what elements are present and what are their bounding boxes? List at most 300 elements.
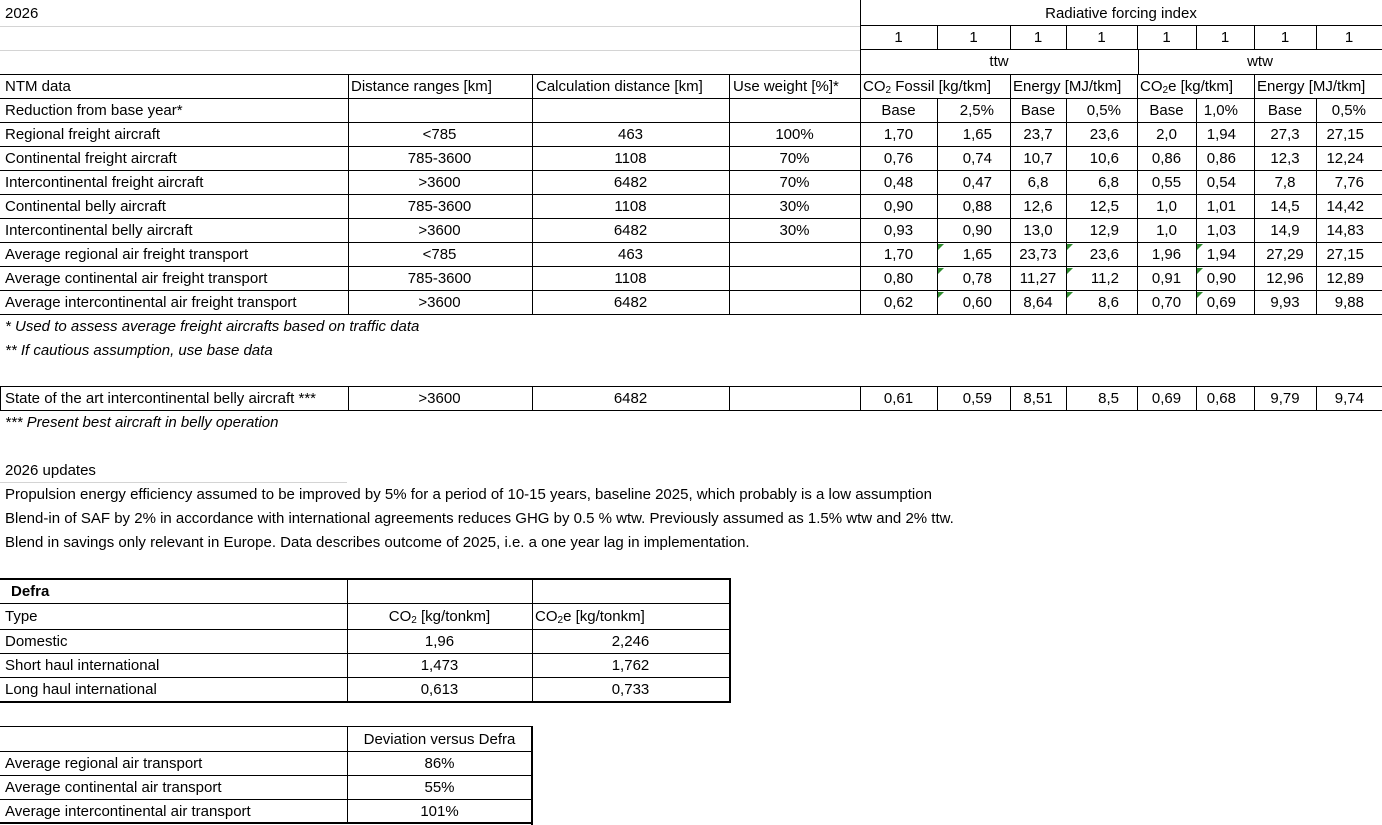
row-value: 1,70 (883, 126, 914, 143)
gridline (1316, 122, 1317, 146)
gridline (729, 266, 730, 290)
ttw-label: ttw (989, 53, 1009, 70)
gridline (1066, 146, 1067, 170)
row-name: Average regional air freight transport (5, 246, 249, 263)
gridline (1010, 170, 1011, 194)
gridline (532, 122, 533, 146)
gridline (937, 386, 938, 410)
row-value: 1,0 (1156, 222, 1177, 239)
gridline (1254, 74, 1255, 98)
formula-marker (1197, 268, 1203, 274)
header-use: Use weight [%]* (733, 78, 839, 95)
gridline (1316, 266, 1317, 290)
gridline (1254, 218, 1255, 242)
rfi-title: Radiative forcing index (1045, 5, 1197, 22)
row-value: 6,8 (1027, 174, 1049, 191)
gridline (347, 578, 348, 701)
row-value: 9,93 (1270, 294, 1300, 311)
header-energy-wtw: Energy [MJ/tkm] (1257, 78, 1366, 95)
gridline (860, 290, 861, 314)
gridline (937, 218, 938, 242)
gridline (532, 290, 533, 314)
header-calc: Calculation distance [km] (536, 78, 703, 95)
gridline (1137, 170, 1138, 194)
gridline (1066, 194, 1067, 218)
row-value: 12,96 (1266, 270, 1304, 287)
gridline (1254, 98, 1255, 122)
row-value: 27,15 (1326, 126, 1364, 143)
gridline (531, 726, 533, 825)
gridline (1196, 98, 1197, 122)
defra-row-co2e: 0,733 (611, 681, 650, 698)
defra-row-name: Long haul international (5, 681, 157, 698)
gridline (0, 194, 1382, 195)
header-energy-ttw: Energy [MJ/tkm] (1013, 78, 1122, 95)
defra-title: Defra (11, 583, 50, 600)
defra-row-name: Short haul international (5, 657, 160, 674)
row-use-weight (729, 99, 860, 123)
gridline (860, 386, 861, 410)
formula-marker (938, 268, 944, 274)
header-distance: Distance ranges [km] (351, 78, 492, 95)
gridline (860, 266, 861, 290)
row-value: 1,94 (1206, 126, 1236, 143)
deviation-header: Deviation versus Defra (363, 731, 516, 748)
defra-row-co2: 1,473 (420, 657, 459, 674)
row-name: Average intercontinental air freight transport (5, 294, 297, 311)
gridline (860, 25, 1382, 26)
gridline (532, 242, 533, 266)
gridline (860, 98, 861, 122)
gridline (729, 386, 730, 410)
row-value: 7,8 (1274, 174, 1296, 191)
gridline (348, 170, 349, 194)
gridline (729, 290, 730, 314)
gridline (860, 146, 861, 170)
sota-value: 8,51 (1023, 390, 1053, 407)
gridline (0, 266, 1382, 267)
rfi-value: 1 (1162, 29, 1171, 46)
row-calc-distance: 6482 (613, 174, 648, 191)
gridline (1137, 386, 1138, 410)
row-name: Regional freight aircraft (5, 126, 161, 143)
gridline (348, 218, 349, 242)
sota-distance: >3600 (418, 390, 461, 407)
updates-line-1: Propulsion energy efficiency assumed to be improved by 5% for a period of 10-15 years, baseline 2025, which probably is a low assumption (5, 486, 932, 503)
sota-value: 0,69 (1151, 390, 1182, 407)
gridline (1196, 122, 1197, 146)
row-calc-distance: 6482 (613, 294, 648, 311)
note-3: *** Present best aircraft in belly operation (5, 414, 279, 431)
gridline (1010, 218, 1011, 242)
gridline (937, 25, 938, 49)
gridline (860, 49, 1382, 50)
gridline (937, 98, 938, 122)
gridline (0, 726, 531, 727)
rfi-value: 1 (1344, 29, 1354, 46)
gridline (1137, 25, 1138, 49)
gridline (0, 410, 1382, 411)
row-use-weight: 70% (779, 174, 810, 191)
gridline (1316, 98, 1317, 122)
row-value: 0,80 (883, 270, 914, 287)
row-name: Average continental air freight transport (5, 270, 268, 287)
row-value: 1,03 (1206, 222, 1236, 239)
gridline (0, 578, 729, 580)
rfi-value: 1 (1280, 29, 1290, 46)
note-2: ** If cautious assumption, use base data (5, 342, 273, 359)
row-use-weight: 30% (779, 222, 810, 239)
gridline (348, 122, 349, 146)
gridline (0, 146, 1382, 147)
row-value: 8,64 (1023, 294, 1053, 311)
header-co2e: $CO_2e$ [kg/tkm] (1140, 78, 1234, 96)
row-distance: 785-3600 (407, 270, 472, 287)
row-name: Intercontinental freight aircraft (5, 174, 204, 191)
row-calc-distance: 1108 (614, 150, 647, 167)
row-use-weight: 70% (779, 150, 810, 167)
gridline (1254, 146, 1255, 170)
gridline (1316, 290, 1317, 314)
row-value: 0,90 (883, 198, 914, 215)
defra-row-co2: 0,613 (420, 681, 459, 698)
row-value: 10,6 (1089, 150, 1119, 167)
sota-value: 0,59 (962, 390, 992, 407)
gridline (0, 799, 531, 800)
gridline (1137, 242, 1138, 266)
row-value: 1,0 (1156, 198, 1177, 215)
gridline (937, 194, 938, 218)
gridline (1254, 386, 1255, 410)
gridline (1196, 290, 1197, 314)
rfi-value: 1 (969, 29, 978, 46)
gridline (1066, 25, 1067, 49)
formula-marker (938, 292, 944, 298)
gridline (0, 314, 1382, 315)
row-value: 0,54 (1206, 174, 1236, 191)
gridline (0, 629, 729, 630)
gridline (348, 266, 349, 290)
gridline (729, 98, 730, 122)
gridline (1316, 146, 1317, 170)
row-distance: 785-3600 (407, 150, 472, 167)
gridline (860, 122, 861, 146)
row-value: 12,5 (1089, 198, 1119, 215)
gridline (729, 122, 730, 146)
gridline (1066, 170, 1067, 194)
row-calc-distance: 6482 (613, 222, 648, 239)
gridline (0, 290, 1382, 291)
gridline (1010, 386, 1011, 410)
row-distance: <785 (422, 126, 457, 143)
row-value: Base (1149, 102, 1184, 119)
row-value: 0,47 (962, 174, 992, 191)
gridline (0, 50, 860, 51)
gridline (1316, 25, 1317, 49)
formula-marker (1067, 244, 1073, 250)
defra-type-header: Type (5, 608, 38, 625)
gridline (1137, 218, 1138, 242)
gridline (0, 122, 1382, 123)
formula-marker (1197, 292, 1203, 298)
gridline (1254, 194, 1255, 218)
gridline (532, 266, 533, 290)
sota-value: 8,5 (1098, 390, 1119, 407)
row-value: 8,6 (1098, 294, 1119, 311)
gridline (860, 170, 861, 194)
row-calc-distance (532, 99, 729, 123)
row-value: 0,90 (962, 222, 992, 239)
row-value: 12,3 (1270, 150, 1300, 167)
gridline (0, 386, 1382, 387)
row-value: 2,5% (959, 102, 994, 119)
gridline (0, 218, 1382, 219)
row-value: 0,5% (1086, 102, 1121, 119)
gridline (1254, 290, 1255, 314)
row-value: 14,83 (1326, 222, 1364, 239)
sota-name: State of the art intercontinental belly aircraft *** (5, 390, 317, 407)
gridline (1316, 386, 1317, 410)
row-use-weight: 30% (779, 198, 810, 215)
defra-co2-header: $CO_2$ [kg/tonkm] (388, 608, 491, 626)
gridline (860, 218, 861, 242)
row-distance: >3600 (418, 294, 461, 311)
gridline (1066, 290, 1067, 314)
gridline (0, 386, 1, 410)
gridline (1137, 122, 1138, 146)
gridline (1066, 98, 1067, 122)
formula-marker (1067, 268, 1073, 274)
gridline (729, 146, 730, 170)
row-use-weight (729, 267, 860, 291)
gridline (0, 603, 729, 604)
row-name: Intercontinental belly aircraft (5, 222, 193, 239)
row-value: 10,7 (1023, 150, 1053, 167)
row-value: 1,01 (1206, 198, 1236, 215)
row-calc-distance: 1108 (614, 270, 647, 287)
rfi-value: 1 (1220, 29, 1230, 46)
row-value: 11,27 (1019, 270, 1057, 287)
row-value: 14,42 (1326, 198, 1364, 215)
gridline (729, 242, 730, 266)
gridline (937, 266, 938, 290)
gridline (860, 242, 861, 266)
updates-line-3: Blend in savings only relevant in Europe. Data describes outcome of 2025, i.e. a one year lag in implementation. (5, 534, 750, 551)
gridline (348, 386, 349, 410)
row-use-weight (729, 243, 860, 267)
note-1: * Used to assess average freight aircrafts based on traffic data (5, 318, 420, 335)
row-value: 1,96 (1151, 246, 1182, 263)
gridline (1137, 74, 1138, 98)
gridline (729, 578, 731, 703)
gridline (348, 242, 349, 266)
defra-row-name: Domestic (5, 633, 68, 650)
row-value: Base (1020, 102, 1056, 119)
gridline (1137, 98, 1138, 122)
row-distance: 785-3600 (407, 198, 472, 215)
gridline (860, 74, 861, 98)
gridline (729, 170, 730, 194)
row-value: 0,48 (883, 174, 914, 191)
gridline (532, 74, 533, 98)
gridline (0, 653, 729, 654)
gridline (1066, 266, 1067, 290)
row-value: 0,78 (962, 270, 992, 287)
row-value: 13,0 (1023, 222, 1053, 239)
row-distance: >3600 (418, 222, 461, 239)
row-value: 1,65 (962, 126, 992, 143)
gridline (1010, 194, 1011, 218)
row-value: 0,69 (1206, 294, 1236, 311)
row-value: 1,94 (1206, 246, 1236, 263)
gridline (1196, 170, 1197, 194)
gridline (0, 701, 729, 703)
row-value: Base (1267, 102, 1303, 119)
defra-row-co2e: 1,762 (611, 657, 650, 674)
gridline (937, 170, 938, 194)
gridline (0, 822, 531, 824)
defra-row-co2e: 2,246 (611, 633, 650, 650)
defra-co2e-header: $CO_2e$ [kg/tonkm] (535, 608, 645, 626)
rfi-value: 1 (894, 29, 903, 46)
row-value: 0,86 (1206, 150, 1236, 167)
gridline (1066, 242, 1067, 266)
gridline (348, 194, 349, 218)
gridline (729, 194, 730, 218)
row-value: 27,3 (1270, 126, 1300, 143)
year-title: 2026 (5, 5, 39, 22)
row-value: 9,88 (1334, 294, 1364, 311)
row-value: 1,0% (1203, 102, 1238, 119)
gridline (1010, 122, 1011, 146)
updates-line-2: Blend-in of SAF by 2% in accordance with international agreements reduces GHG by 0.5 % wtw. Previously assumed as 1.5% wtw and 2% ttw. (5, 510, 954, 527)
sota-value: 0,68 (1206, 390, 1236, 407)
gridline (1254, 170, 1255, 194)
row-value: 23,7 (1023, 126, 1053, 143)
sota-calc-distance: 6482 (613, 390, 648, 407)
gridline (348, 74, 349, 98)
row-value: 0,60 (962, 294, 992, 311)
gridline (1196, 242, 1197, 266)
gridline (1066, 122, 1067, 146)
row-value: 6,8 (1098, 174, 1119, 191)
gridline (1196, 194, 1197, 218)
gridline (729, 218, 730, 242)
gridline (348, 98, 349, 122)
row-name: Reduction from base year* (5, 102, 183, 119)
row-distance: <785 (422, 246, 457, 263)
row-value: 0,86 (1151, 150, 1182, 167)
gridline (348, 146, 349, 170)
sota-value: 9,79 (1270, 390, 1300, 407)
sota-use-weight (729, 387, 860, 411)
formula-marker (938, 244, 944, 250)
row-value: 23,6 (1089, 126, 1119, 143)
gridline (1254, 25, 1255, 49)
gridline (1010, 146, 1011, 170)
row-name: Continental freight aircraft (5, 150, 177, 167)
gridline (532, 170, 533, 194)
gridline (532, 146, 533, 170)
gridline (0, 775, 531, 776)
gridline (729, 74, 730, 98)
sota-value: 0,61 (883, 390, 914, 407)
row-value: 0,5% (1331, 102, 1366, 119)
gridline (1138, 49, 1139, 74)
gridline (937, 146, 938, 170)
gridline (532, 386, 533, 410)
row-value: 0,76 (883, 150, 914, 167)
row-use-weight: 100% (775, 126, 814, 143)
gridline (1010, 25, 1011, 49)
gridline (1254, 242, 1255, 266)
gridline (1010, 266, 1011, 290)
gridline (0, 74, 1382, 75)
gridline (1196, 266, 1197, 290)
gridline (1316, 242, 1317, 266)
gridline (937, 290, 938, 314)
wtw-label: wtw (1247, 53, 1273, 70)
row-distance (347, 99, 532, 123)
gridline (1196, 218, 1197, 242)
row-calc-distance: 463 (617, 246, 644, 263)
rfi-value: 1 (1033, 29, 1043, 46)
gridline (1010, 242, 1011, 266)
gridline (1196, 146, 1197, 170)
gridline (1010, 98, 1011, 122)
row-calc-distance: 463 (617, 126, 644, 143)
deviation-row-value: 55% (424, 779, 455, 796)
row-value: 14,9 (1270, 222, 1300, 239)
gridline (0, 26, 860, 27)
row-value: 0,88 (962, 198, 992, 215)
deviation-row-name: Average intercontinental air transport (5, 803, 251, 820)
gridline (1316, 218, 1317, 242)
row-value: 0,90 (1206, 270, 1236, 287)
gridline (532, 218, 533, 242)
gridline (348, 290, 349, 314)
row-value: 12,6 (1023, 198, 1053, 215)
row-value: 1,70 (883, 246, 914, 263)
row-value: 2,0 (1156, 126, 1177, 143)
header-ntm: NTM data (5, 78, 71, 95)
row-value: 23,6 (1089, 246, 1119, 263)
gridline (532, 578, 533, 701)
gridline (0, 482, 347, 483)
row-value: 0,74 (962, 150, 992, 167)
row-value: 12,9 (1089, 222, 1119, 239)
row-value: 0,62 (883, 294, 914, 311)
formula-marker (1197, 244, 1203, 250)
gridline (860, 194, 861, 218)
row-use-weight (729, 291, 860, 315)
gridline (1137, 194, 1138, 218)
gridline (1316, 170, 1317, 194)
row-value: 23,73 (1019, 246, 1057, 263)
defra-row-co2: 1,96 (424, 633, 455, 650)
row-value: 11,2 (1090, 270, 1119, 287)
deviation-row-value: 86% (424, 755, 455, 772)
row-value: 0,70 (1151, 294, 1182, 311)
row-distance: >3600 (418, 174, 461, 191)
sota-value: 9,74 (1334, 390, 1364, 407)
row-name: Continental belly aircraft (5, 198, 166, 215)
row-value: 14,5 (1270, 198, 1300, 215)
gridline (1137, 266, 1138, 290)
row-value: 0,55 (1151, 174, 1182, 191)
gridline (1254, 266, 1255, 290)
gridline (1066, 218, 1067, 242)
